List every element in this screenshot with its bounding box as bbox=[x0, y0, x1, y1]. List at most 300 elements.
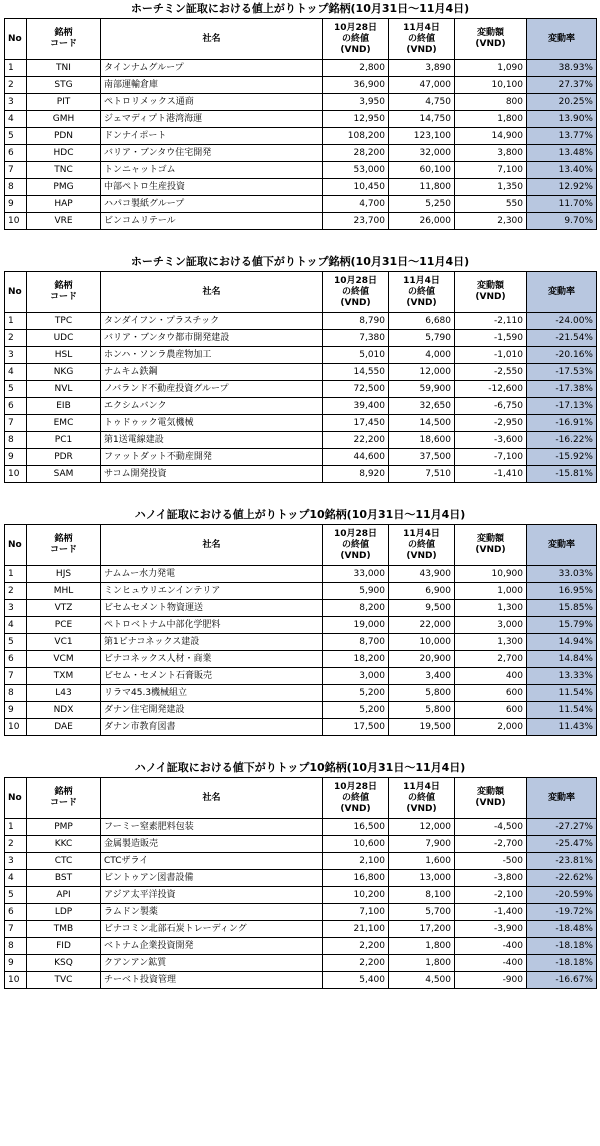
cell-close-oct28: 5,200 bbox=[323, 685, 389, 702]
table-row bbox=[5, 77, 597, 94]
column-header-rate: 変動率 bbox=[527, 525, 597, 566]
cell-name: エクシムバンク bbox=[101, 398, 323, 415]
cell-close-oct28: 8,790 bbox=[323, 313, 389, 330]
cell-rate: -20.16% bbox=[527, 347, 597, 364]
cell-close-nov4: 3,400 bbox=[389, 668, 455, 685]
cell-code: PMG bbox=[27, 179, 101, 196]
cell-code: TPC bbox=[27, 313, 101, 330]
table-header-row bbox=[5, 525, 597, 566]
cell-no: 6 bbox=[5, 651, 27, 668]
cell-code: UDC bbox=[27, 330, 101, 347]
cell-change: -1,590 bbox=[455, 330, 527, 347]
cell-rate: -22.62% bbox=[527, 870, 597, 887]
cell-code: TXM bbox=[27, 668, 101, 685]
cell-code: API bbox=[27, 887, 101, 904]
cell-close-oct28: 53,000 bbox=[323, 162, 389, 179]
cell-name: ファットダット不動産開発 bbox=[101, 449, 323, 466]
cell-no: 1 bbox=[5, 313, 27, 330]
table-row bbox=[5, 94, 597, 111]
cell-close-nov4: 12,000 bbox=[389, 364, 455, 381]
cell-close-nov4: 32,000 bbox=[389, 145, 455, 162]
cell-close-oct28: 8,920 bbox=[323, 466, 389, 483]
cell-change: 3,000 bbox=[455, 617, 527, 634]
cell-close-nov4: 60,100 bbox=[389, 162, 455, 179]
cell-close-nov4: 14,750 bbox=[389, 111, 455, 128]
column-header-code: 銘柄 コード bbox=[27, 778, 101, 819]
cell-change: 2,700 bbox=[455, 651, 527, 668]
cell-code: SAM bbox=[27, 466, 101, 483]
cell-no: 10 bbox=[5, 213, 27, 230]
cell-no: 9 bbox=[5, 702, 27, 719]
cell-close-oct28: 18,200 bbox=[323, 651, 389, 668]
cell-close-oct28: 2,100 bbox=[323, 853, 389, 870]
cell-name: トンニャットゴム bbox=[101, 162, 323, 179]
cell-change: 2,300 bbox=[455, 213, 527, 230]
table-row bbox=[5, 955, 597, 972]
cell-close-oct28: 22,200 bbox=[323, 432, 389, 449]
cell-name: ナムキム鉄鋼 bbox=[101, 364, 323, 381]
cell-change: 1,090 bbox=[455, 60, 527, 77]
cell-no: 8 bbox=[5, 685, 27, 702]
cell-close-nov4: 43,900 bbox=[389, 566, 455, 583]
cell-rate: 13.40% bbox=[527, 162, 597, 179]
column-header-name: 社名 bbox=[101, 525, 323, 566]
cell-name: フーミー窒素肥料包装 bbox=[101, 819, 323, 836]
cell-close-oct28: 17,450 bbox=[323, 415, 389, 432]
table-row bbox=[5, 887, 597, 904]
cell-close-oct28: 7,100 bbox=[323, 904, 389, 921]
cell-close-nov4: 5,800 bbox=[389, 685, 455, 702]
cell-change: -1,410 bbox=[455, 466, 527, 483]
cell-name: タンダイフン・プラスチック bbox=[101, 313, 323, 330]
table-row bbox=[5, 904, 597, 921]
cell-code: KSQ bbox=[27, 955, 101, 972]
cell-no: 7 bbox=[5, 668, 27, 685]
cell-name: ビセム・セメント石膏販売 bbox=[101, 668, 323, 685]
cell-name: ドンナイポート bbox=[101, 128, 323, 145]
column-header-close-nov4: 11月4日 の終値 (VND) bbox=[389, 272, 455, 313]
cell-code: STG bbox=[27, 77, 101, 94]
cell-code: VTZ bbox=[27, 600, 101, 617]
cell-name: 南部運輸倉庫 bbox=[101, 77, 323, 94]
cell-change: 2,000 bbox=[455, 719, 527, 736]
cell-name: リラマ45.3機械組立 bbox=[101, 685, 323, 702]
cell-close-nov4: 4,750 bbox=[389, 94, 455, 111]
cell-rate: -15.92% bbox=[527, 449, 597, 466]
cell-change: -1,010 bbox=[455, 347, 527, 364]
cell-name: ビナコネックス人材・商業 bbox=[101, 651, 323, 668]
cell-change: -7,100 bbox=[455, 449, 527, 466]
cell-close-nov4: 7,510 bbox=[389, 466, 455, 483]
cell-close-nov4: 26,000 bbox=[389, 213, 455, 230]
cell-change: 550 bbox=[455, 196, 527, 213]
cell-rate: 16.95% bbox=[527, 583, 597, 600]
cell-change: 3,800 bbox=[455, 145, 527, 162]
cell-code: EIB bbox=[27, 398, 101, 415]
cell-change: 800 bbox=[455, 94, 527, 111]
cell-close-oct28: 5,200 bbox=[323, 702, 389, 719]
table-row bbox=[5, 111, 597, 128]
cell-code: VCM bbox=[27, 651, 101, 668]
column-header-no: No bbox=[5, 272, 27, 313]
cell-code: BST bbox=[27, 870, 101, 887]
table-row bbox=[5, 145, 597, 162]
table-row bbox=[5, 836, 597, 853]
cell-change: -2,550 bbox=[455, 364, 527, 381]
table-row bbox=[5, 415, 597, 432]
cell-rate: -18.18% bbox=[527, 955, 597, 972]
cell-name: ビナコミン北部石炭トレーディング bbox=[101, 921, 323, 938]
cell-code: TNI bbox=[27, 60, 101, 77]
cell-no: 6 bbox=[5, 145, 27, 162]
table-header-row bbox=[5, 19, 597, 60]
cell-name: チーベト投資管理 bbox=[101, 972, 323, 989]
cell-close-oct28: 44,600 bbox=[323, 449, 389, 466]
cell-no: 7 bbox=[5, 921, 27, 938]
cell-change: -900 bbox=[455, 972, 527, 989]
table-header-row bbox=[5, 778, 597, 819]
table-row bbox=[5, 179, 597, 196]
column-header-no: No bbox=[5, 525, 27, 566]
cell-close-oct28: 23,700 bbox=[323, 213, 389, 230]
table-row bbox=[5, 128, 597, 145]
cell-name: 中部ペトロ生産投資 bbox=[101, 179, 323, 196]
table-header-row bbox=[5, 272, 597, 313]
column-header-name: 社名 bbox=[101, 778, 323, 819]
cell-no: 2 bbox=[5, 583, 27, 600]
cell-rate: -16.22% bbox=[527, 432, 597, 449]
cell-rate: 33.03% bbox=[527, 566, 597, 583]
table-row bbox=[5, 819, 597, 836]
column-header-change: 変動額 (VND) bbox=[455, 272, 527, 313]
cell-close-nov4: 37,500 bbox=[389, 449, 455, 466]
cell-rate: 13.48% bbox=[527, 145, 597, 162]
cell-close-nov4: 5,790 bbox=[389, 330, 455, 347]
table-row bbox=[5, 60, 597, 77]
cell-close-nov4: 12,000 bbox=[389, 819, 455, 836]
cell-close-nov4: 14,500 bbox=[389, 415, 455, 432]
cell-name: ダナン市教育図書 bbox=[101, 719, 323, 736]
cell-rate: -16.67% bbox=[527, 972, 597, 989]
cell-code: PIT bbox=[27, 94, 101, 111]
cell-change: 1,300 bbox=[455, 634, 527, 651]
cell-change: 1,800 bbox=[455, 111, 527, 128]
column-header-change: 変動額 (VND) bbox=[455, 19, 527, 60]
cell-rate: -17.13% bbox=[527, 398, 597, 415]
table-row bbox=[5, 432, 597, 449]
table-row bbox=[5, 719, 597, 736]
cell-no: 4 bbox=[5, 364, 27, 381]
table-row bbox=[5, 449, 597, 466]
section-title: ハノイ証取における値上がりトップ10銘柄(10月31日～11月4日) bbox=[134, 508, 466, 521]
cell-close-oct28: 33,000 bbox=[323, 566, 389, 583]
column-header-rate: 変動率 bbox=[527, 272, 597, 313]
ranking-section bbox=[0, 0, 600, 230]
cell-close-nov4: 17,200 bbox=[389, 921, 455, 938]
cell-no: 1 bbox=[5, 566, 27, 583]
cell-close-nov4: 5,800 bbox=[389, 702, 455, 719]
cell-code: PMP bbox=[27, 819, 101, 836]
cell-no: 2 bbox=[5, 77, 27, 94]
cell-change: 1,350 bbox=[455, 179, 527, 196]
cell-no: 1 bbox=[5, 819, 27, 836]
cell-close-oct28: 2,200 bbox=[323, 955, 389, 972]
ranking-section bbox=[0, 253, 600, 483]
cell-close-nov4: 123,100 bbox=[389, 128, 455, 145]
cell-close-nov4: 1,800 bbox=[389, 955, 455, 972]
table-row bbox=[5, 466, 597, 483]
cell-name: ペトロベトナム中部化学肥料 bbox=[101, 617, 323, 634]
table-row bbox=[5, 870, 597, 887]
ranking-section bbox=[0, 506, 600, 736]
ranking-table bbox=[4, 524, 597, 736]
cell-close-oct28: 3,000 bbox=[323, 668, 389, 685]
column-header-no: No bbox=[5, 778, 27, 819]
table-row bbox=[5, 600, 597, 617]
cell-rate: -27.27% bbox=[527, 819, 597, 836]
column-header-code: 銘柄 コード bbox=[27, 272, 101, 313]
cell-rate: -16.91% bbox=[527, 415, 597, 432]
cell-close-oct28: 10,200 bbox=[323, 887, 389, 904]
table-row bbox=[5, 213, 597, 230]
table-row bbox=[5, 364, 597, 381]
cell-close-nov4: 1,800 bbox=[389, 938, 455, 955]
cell-code: TMB bbox=[27, 921, 101, 938]
cell-close-nov4: 59,900 bbox=[389, 381, 455, 398]
cell-close-oct28: 16,800 bbox=[323, 870, 389, 887]
cell-no: 4 bbox=[5, 111, 27, 128]
cell-no: 5 bbox=[5, 634, 27, 651]
cell-close-nov4: 4,000 bbox=[389, 347, 455, 364]
cell-code: DAE bbox=[27, 719, 101, 736]
cell-rate: 14.94% bbox=[527, 634, 597, 651]
table-row bbox=[5, 566, 597, 583]
cell-close-oct28: 108,200 bbox=[323, 128, 389, 145]
cell-code: PC1 bbox=[27, 432, 101, 449]
cell-change: -2,950 bbox=[455, 415, 527, 432]
cell-code: HJS bbox=[27, 566, 101, 583]
cell-no: 7 bbox=[5, 415, 27, 432]
table-row bbox=[5, 938, 597, 955]
cell-name: ダナン住宅開発建設 bbox=[101, 702, 323, 719]
cell-code: HSL bbox=[27, 347, 101, 364]
section-title: ホーチミン証取における値下がりトップ銘柄(10月31日～11月4日) bbox=[130, 255, 470, 268]
cell-rate: 27.37% bbox=[527, 77, 597, 94]
cell-no: 5 bbox=[5, 887, 27, 904]
column-header-close-oct28: 10月28日 の終値 (VND) bbox=[323, 19, 389, 60]
cell-no: 4 bbox=[5, 617, 27, 634]
cell-code: LDP bbox=[27, 904, 101, 921]
column-header-close-oct28: 10月28日 の終値 (VND) bbox=[323, 525, 389, 566]
table-row bbox=[5, 853, 597, 870]
cell-change: -2,110 bbox=[455, 313, 527, 330]
cell-close-oct28: 4,700 bbox=[323, 196, 389, 213]
cell-rate: -21.54% bbox=[527, 330, 597, 347]
cell-close-oct28: 7,380 bbox=[323, 330, 389, 347]
cell-close-oct28: 36,900 bbox=[323, 77, 389, 94]
cell-rate: 14.84% bbox=[527, 651, 597, 668]
cell-code: TNC bbox=[27, 162, 101, 179]
cell-code: EMC bbox=[27, 415, 101, 432]
table-row bbox=[5, 330, 597, 347]
table-row bbox=[5, 398, 597, 415]
cell-close-oct28: 5,010 bbox=[323, 347, 389, 364]
cell-rate: 15.79% bbox=[527, 617, 597, 634]
cell-close-oct28: 8,700 bbox=[323, 634, 389, 651]
cell-close-nov4: 47,000 bbox=[389, 77, 455, 94]
cell-close-nov4: 6,900 bbox=[389, 583, 455, 600]
cell-name: ビンコムリテール bbox=[101, 213, 323, 230]
table-row bbox=[5, 617, 597, 634]
cell-code: TVC bbox=[27, 972, 101, 989]
cell-code: VC1 bbox=[27, 634, 101, 651]
cell-no: 8 bbox=[5, 179, 27, 196]
cell-close-nov4: 8,100 bbox=[389, 887, 455, 904]
cell-code: PDN bbox=[27, 128, 101, 145]
cell-change: -3,900 bbox=[455, 921, 527, 938]
cell-rate: 13.33% bbox=[527, 668, 597, 685]
cell-rate: 11.43% bbox=[527, 719, 597, 736]
cell-no: 7 bbox=[5, 162, 27, 179]
cell-rate: 13.77% bbox=[527, 128, 597, 145]
cell-name: ペトロリメックス通商 bbox=[101, 94, 323, 111]
cell-close-oct28: 3,950 bbox=[323, 94, 389, 111]
cell-close-nov4: 32,650 bbox=[389, 398, 455, 415]
ranking-table bbox=[4, 777, 597, 989]
cell-close-nov4: 9,500 bbox=[389, 600, 455, 617]
cell-change: -12,600 bbox=[455, 381, 527, 398]
cell-close-oct28: 72,500 bbox=[323, 381, 389, 398]
section-title: ホーチミン証取における値上がりトップ銘柄(10月31日～11月4日) bbox=[130, 2, 470, 15]
cell-name: ナムムー水力発電 bbox=[101, 566, 323, 583]
cell-name: トゥドゥック電気機械 bbox=[101, 415, 323, 432]
cell-close-oct28: 19,000 bbox=[323, 617, 389, 634]
cell-close-oct28: 39,400 bbox=[323, 398, 389, 415]
ranking-table bbox=[4, 18, 597, 230]
cell-no: 1 bbox=[5, 60, 27, 77]
cell-change: -4,500 bbox=[455, 819, 527, 836]
cell-change: -2,700 bbox=[455, 836, 527, 853]
cell-close-nov4: 20,900 bbox=[389, 651, 455, 668]
cell-no: 10 bbox=[5, 466, 27, 483]
cell-code: KKC bbox=[27, 836, 101, 853]
cell-code: L43 bbox=[27, 685, 101, 702]
cell-change: -3,600 bbox=[455, 432, 527, 449]
cell-name: 第1送電線建設 bbox=[101, 432, 323, 449]
cell-no: 3 bbox=[5, 94, 27, 111]
cell-close-oct28: 5,900 bbox=[323, 583, 389, 600]
table-row bbox=[5, 381, 597, 398]
cell-no: 5 bbox=[5, 128, 27, 145]
cell-code: FID bbox=[27, 938, 101, 955]
cell-name: 金属製造販売 bbox=[101, 836, 323, 853]
column-header-close-nov4: 11月4日 の終値 (VND) bbox=[389, 525, 455, 566]
cell-close-oct28: 16,500 bbox=[323, 819, 389, 836]
cell-rate: -24.00% bbox=[527, 313, 597, 330]
table-row bbox=[5, 196, 597, 213]
cell-name: クアンアン鉱質 bbox=[101, 955, 323, 972]
cell-rate: -15.81% bbox=[527, 466, 597, 483]
cell-code: MHL bbox=[27, 583, 101, 600]
cell-rate: 11.70% bbox=[527, 196, 597, 213]
cell-name: タインナムグループ bbox=[101, 60, 323, 77]
cell-rate: 15.85% bbox=[527, 600, 597, 617]
cell-change: 600 bbox=[455, 702, 527, 719]
table-row bbox=[5, 162, 597, 179]
cell-change: 400 bbox=[455, 668, 527, 685]
cell-rate: 38.93% bbox=[527, 60, 597, 77]
cell-rate: 20.25% bbox=[527, 94, 597, 111]
cell-name: ハパコ製紙グループ bbox=[101, 196, 323, 213]
cell-no: 4 bbox=[5, 870, 27, 887]
cell-close-nov4: 10,000 bbox=[389, 634, 455, 651]
cell-code: NVL bbox=[27, 381, 101, 398]
cell-change: -400 bbox=[455, 938, 527, 955]
cell-close-oct28: 10,450 bbox=[323, 179, 389, 196]
cell-close-nov4: 5,700 bbox=[389, 904, 455, 921]
cell-change: 10,100 bbox=[455, 77, 527, 94]
table-row bbox=[5, 921, 597, 938]
cell-change: 600 bbox=[455, 685, 527, 702]
cell-no: 6 bbox=[5, 398, 27, 415]
cell-name: ベトナム企業投資開発 bbox=[101, 938, 323, 955]
cell-change: 1,300 bbox=[455, 600, 527, 617]
cell-change: -400 bbox=[455, 955, 527, 972]
cell-change: -3,800 bbox=[455, 870, 527, 887]
cell-no: 10 bbox=[5, 719, 27, 736]
cell-rate: -23.81% bbox=[527, 853, 597, 870]
cell-close-nov4: 6,680 bbox=[389, 313, 455, 330]
cell-code: NKG bbox=[27, 364, 101, 381]
cell-code: VRE bbox=[27, 213, 101, 230]
cell-rate: 11.54% bbox=[527, 685, 597, 702]
table-row bbox=[5, 347, 597, 364]
column-header-close-oct28: 10月28日 の終値 (VND) bbox=[323, 778, 389, 819]
cell-rate: -18.48% bbox=[527, 921, 597, 938]
cell-close-nov4: 19,500 bbox=[389, 719, 455, 736]
column-header-name: 社名 bbox=[101, 272, 323, 313]
table-row bbox=[5, 634, 597, 651]
cell-change: 14,900 bbox=[455, 128, 527, 145]
ranking-section bbox=[0, 759, 600, 989]
cell-close-nov4: 4,500 bbox=[389, 972, 455, 989]
cell-close-oct28: 12,950 bbox=[323, 111, 389, 128]
cell-no: 5 bbox=[5, 381, 27, 398]
column-header-change: 変動額 (VND) bbox=[455, 778, 527, 819]
cell-name: バリア・ブンタウ住宅開発 bbox=[101, 145, 323, 162]
table-row bbox=[5, 972, 597, 989]
cell-rate: -20.59% bbox=[527, 887, 597, 904]
table-row bbox=[5, 313, 597, 330]
cell-name: ミンヒュウリエンインテリア bbox=[101, 583, 323, 600]
cell-name: アジア太平洋投資 bbox=[101, 887, 323, 904]
cell-change: 7,100 bbox=[455, 162, 527, 179]
cell-close-oct28: 17,500 bbox=[323, 719, 389, 736]
column-header-change: 変動額 (VND) bbox=[455, 525, 527, 566]
cell-rate: 11.54% bbox=[527, 702, 597, 719]
cell-rate: -17.38% bbox=[527, 381, 597, 398]
cell-code: NDX bbox=[27, 702, 101, 719]
cell-code: HAP bbox=[27, 196, 101, 213]
cell-no: 2 bbox=[5, 330, 27, 347]
cell-no: 9 bbox=[5, 196, 27, 213]
cell-name: 第1ビナコネックス建設 bbox=[101, 634, 323, 651]
cell-close-nov4: 22,000 bbox=[389, 617, 455, 634]
cell-name: バリア・ブンタウ都市開発建設 bbox=[101, 330, 323, 347]
section-title: ハノイ証取における値下がりトップ10銘柄(10月31日～11月4日) bbox=[134, 761, 466, 774]
cell-rate: -17.53% bbox=[527, 364, 597, 381]
column-header-rate: 変動率 bbox=[527, 19, 597, 60]
